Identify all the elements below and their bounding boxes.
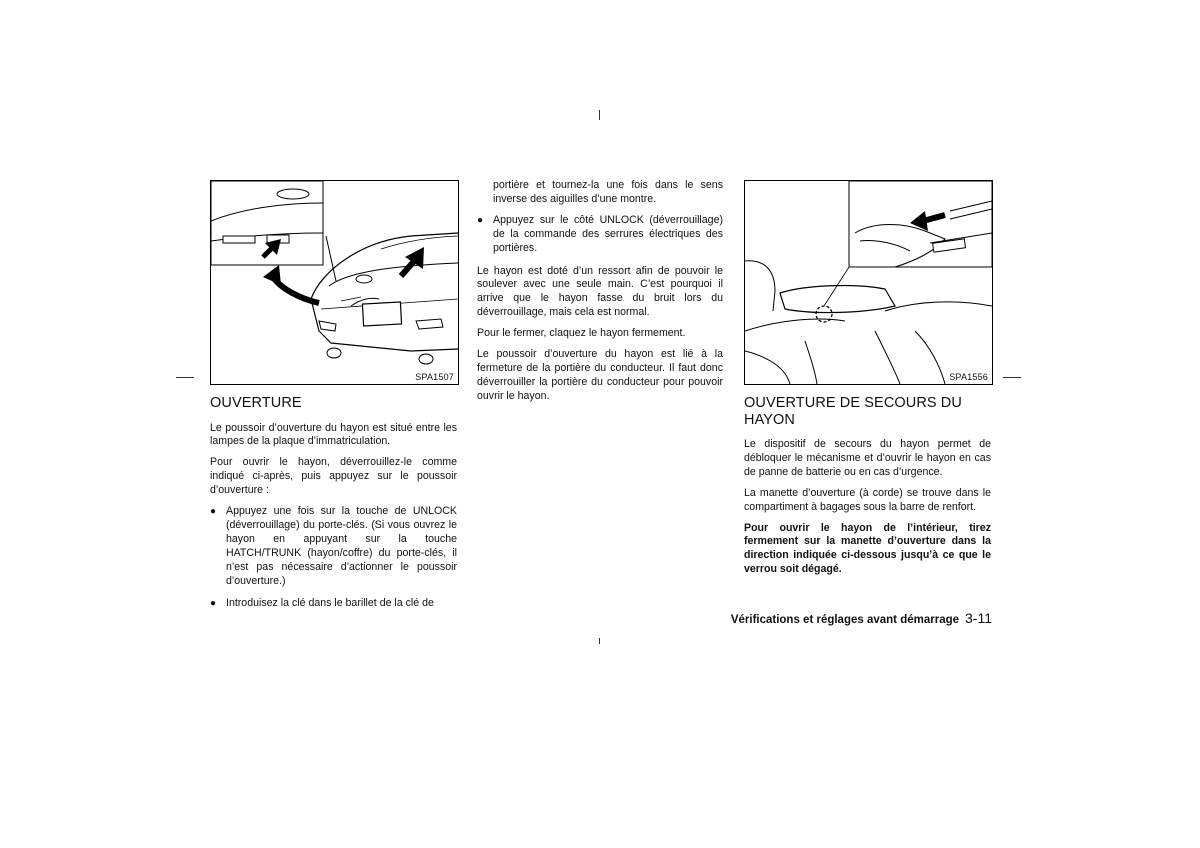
figure-tailgate-opener [210, 180, 459, 385]
registration-mark-bottom [599, 638, 600, 644]
paragraph: La manette d’ouverture (à corde) se trouve dans le compartiment à bagages sous la barre de renfort. [744, 486, 991, 513]
heading-ouverture: OUVERTURE [210, 395, 302, 411]
emergency-release-illustration [745, 181, 992, 384]
paragraph: Le poussoir d’ouverture du hayon est situé entre les lampes de la plaque d’immatriculation. [210, 421, 457, 448]
registration-mark-top [599, 110, 600, 120]
heading-ouverture-secours: OUVERTURE DE SECOURS DU HAYON [744, 395, 962, 428]
page-footer [731, 610, 992, 626]
footer-section-title: Vérifications et réglages avant démarrage [730, 614, 960, 626]
column-left [210, 389, 457, 620]
page-number: 3-11 [965, 610, 992, 626]
bullet-item: ● Appuyez une fois sur la touche de UNLOCK (déverrouillage) du porte-clés. (Si vous ouvrez le hayon en appuyant sur la touche HATCH/TRUNK (hayon/coffre) du porte-clés, il n’est pas nécessaire d’actionner le poussoir d’ouverture.) [210, 505, 457, 587]
figure-emergency-release [744, 180, 993, 385]
paragraph: Le poussoir d’ouverture du hayon est lié à la fermeture de la portière du conducteur. Il faut donc déverrouiller la portière du conducteur pour pouvoir ouvrir le hayon. [477, 348, 723, 402]
bullet-item: ● Appuyez sur le côté UNLOCK (déverrouillage) de la commande des serrures électriques des portières. [477, 213, 723, 254]
column-middle [477, 179, 723, 411]
registration-mark-right [1003, 377, 1021, 378]
registration-mark-left [176, 377, 194, 378]
tailgate-illustration [211, 181, 458, 384]
paragraph: Le hayon est doté d’un ressort afin de pouvoir le soulever avec une seule main. C’est pourquoi il arrive que le hayon fasse du bruit lors du déverrouillage, mais cela est normal. [477, 264, 723, 319]
paragraph-bold: Pour ouvrir le hayon de l’intérieur, tirez fermement sur la manette d’ouverture dans la direction indiquée ci-dessous jusqu’à ce que le verrou soit dégagé. [744, 521, 991, 576]
bullet-icon: ● [210, 506, 217, 518]
figure-code-right: SPA1556 [949, 372, 988, 382]
bullet-item: ● Introduisez la clé dans le barillet de la clé de [210, 597, 434, 610]
paragraph: Pour ouvrir le hayon, déverrouillez-le comme indiqué ci-après, puis appuyez sur le poussoir d’ouverture : [210, 456, 457, 497]
bullet-icon: ● [477, 214, 484, 226]
column-right [744, 389, 991, 584]
paragraph: Pour le fermer, claquez le hayon fermement. [477, 327, 686, 340]
bullet-continuation: portière et tournez-la une fois dans le sens inverse des aiguilles d’une montre. [493, 179, 723, 205]
paragraph: Le dispositif de secours du hayon permet de débloquer le mécanisme et d’ouvrir le hayon en cas de panne de batterie ou en cas d’urgence. [744, 438, 991, 478]
figure-code-left: SPA1507 [415, 372, 454, 382]
bullet-icon: ● [210, 598, 217, 610]
